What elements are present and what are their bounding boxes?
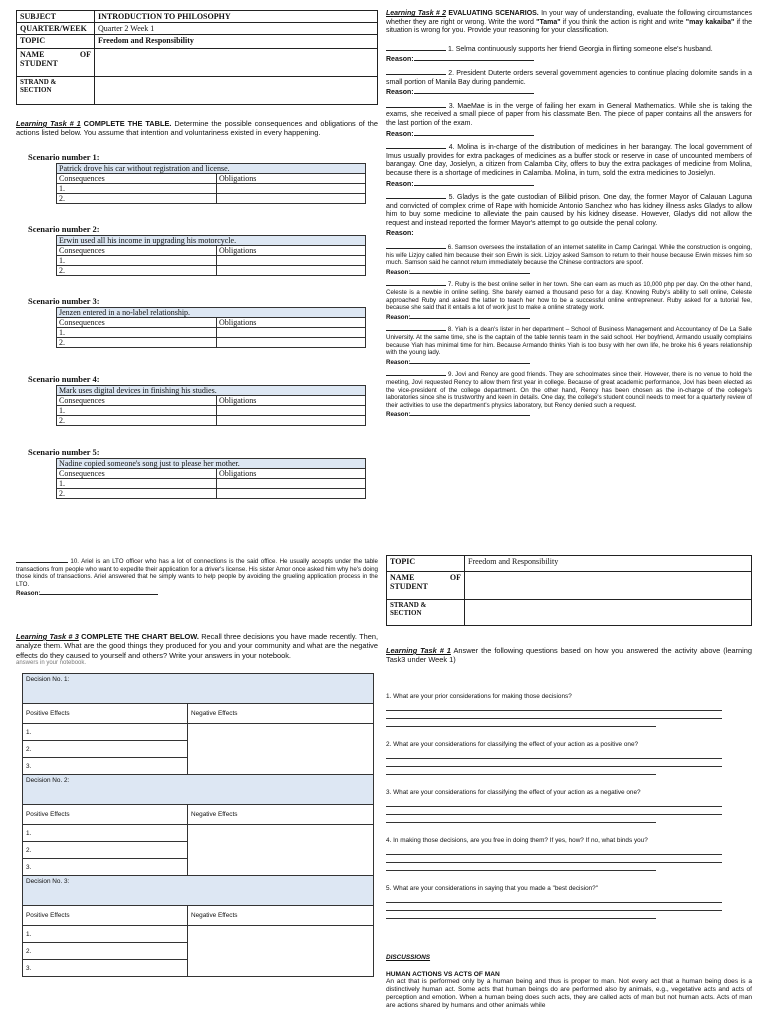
strand-field-2[interactable] [465, 600, 752, 626]
task2-item [386, 101, 752, 139]
answer-line[interactable] [386, 847, 722, 855]
task3-body: Recall three decisions you have made recently. Then, analyze them. What are the good things they produced for you and your community and what are the negative effects do they caused to yourself and others? Write your answers in your notebook. [16, 632, 378, 660]
positive-effect-cell[interactable] [23, 859, 188, 876]
task2-title: Learning Task # 2 [386, 10, 447, 17]
question-text: 2. What are your considerations for classifying the effect of your action as a positive one? [386, 740, 639, 748]
task4-questions [386, 693, 752, 919]
answer-line[interactable] [386, 903, 722, 911]
task2-item [16, 556, 378, 598]
question-block [386, 741, 752, 775]
answer-blank[interactable] [16, 556, 68, 563]
row-number: 2. [26, 745, 32, 753]
negative-effects-header: Negative Effects [188, 906, 374, 926]
task3-title: Learning Task # 3 [16, 632, 79, 641]
answer-blank[interactable] [386, 68, 446, 75]
consequence-cell[interactable] [57, 478, 217, 488]
name-label [17, 49, 95, 77]
obligation-cell[interactable] [217, 415, 366, 425]
header-info-table-2-wrap [386, 555, 752, 626]
consequence-cell[interactable] [57, 337, 217, 347]
name-label-part: NAME [20, 50, 45, 59]
task2-item-text: 6. Samson oversees the installation of an internet satellite in Camp Caringal. While the construction is ongoing, his wife Lizjoy called him because their son Erwin is sick. Lizjoy asked Samson to return to their house because Erwin misses him so much. Samson said he cannot return immediately because the Chinese contractors are spoof. [386, 244, 752, 267]
question-block [386, 693, 752, 727]
task2-item-text: 1. Selma continuously supports her friend Georgia in flirting someone else's husband. [447, 45, 713, 53]
reason-label: Reason: [386, 56, 414, 64]
row-number: 2. [59, 193, 65, 203]
task2-heading: EVALUATING SCENARIOS. [448, 10, 539, 17]
reason-label: Reason: [386, 89, 414, 97]
scenario-label: Scenario number 4: [28, 373, 100, 384]
question-block [386, 789, 752, 823]
scenario-label: Scenario number 3: [28, 295, 100, 306]
row-number: 1. [26, 829, 32, 837]
row-number: 1. [59, 327, 65, 337]
consequences-header: Consequences [57, 245, 217, 255]
positive-effect-cell[interactable] [23, 943, 188, 960]
task1-body: Determine the possible consequences and obligations of the actions listed below. You assume that intention and voluntariness existed in every happening. [16, 119, 379, 138]
decision-label: Decision No. 2: [23, 775, 374, 805]
obligation-cell[interactable] [217, 193, 366, 203]
task2-item-text: 3. MaeMae is in the verge of failing her exam in General Mathematics. While she is taking the exams, she received a small piece of paper from his classmate Ben. The piece of paper contains all the answers for the last portion of the exam. [386, 102, 752, 127]
task2-instructions [386, 10, 752, 36]
scenario-text: Patrick drove his car without registration and license. [57, 163, 366, 173]
scenario-text: Jenzen entered in a no-label relationship. [57, 307, 366, 317]
subject-value: INTRODUCTION TO PHILOSOPHY [95, 11, 378, 23]
strand-label-b: SECTION [20, 86, 52, 94]
answer-line[interactable] [386, 895, 722, 903]
positive-effect-cell[interactable] [23, 926, 188, 943]
row-number: 1. [59, 255, 65, 265]
decisions-chart [22, 673, 374, 977]
task3-section [16, 632, 378, 977]
name-label-student: STUDENT [390, 582, 428, 591]
scenario-table [56, 163, 366, 204]
strand-label-a: STRAND & [390, 601, 427, 609]
scenario-label: Scenario number 5: [28, 446, 100, 457]
reason-label: Reason: [386, 358, 411, 366]
row-number: 2. [59, 488, 65, 498]
task4-title: Learning Task # 1 [386, 646, 451, 655]
answer-line[interactable] [386, 807, 722, 815]
answer-blank[interactable] [386, 242, 446, 249]
obligation-cell[interactable] [217, 255, 366, 265]
negative-effects-header: Negative Effects [188, 805, 374, 825]
answer-line[interactable] [386, 719, 656, 727]
task2-list [386, 44, 752, 419]
negative-effect-cell[interactable] [188, 724, 374, 775]
task2-item [386, 279, 752, 321]
scenario-block [28, 224, 366, 276]
consequences-header: Consequences [57, 173, 217, 183]
name-label-part: NAME [390, 573, 415, 582]
answer-line[interactable] [386, 855, 722, 863]
positive-effect-cell[interactable] [23, 724, 188, 741]
reason-blank[interactable] [414, 179, 534, 186]
row-number: 1. [26, 930, 32, 938]
task2-item-text: 8. Yiah is a dean's lister in her department – School of Business Management and Accountancy of De La Salle University. At the same time, she is the captain of the table tennis team in the said school. Her boyfriend, Armando usually complains because Yiah has minimal time for him. Because Armando thinks Yiah is too busy with her own life, he broke his 6 years relationship with the young lady. [386, 326, 752, 357]
row-number: 2. [59, 265, 65, 275]
consequence-cell[interactable] [57, 193, 217, 203]
obligations-header: Obligations [217, 317, 366, 327]
answer-line[interactable] [386, 799, 722, 807]
consequences-header: Consequences [57, 468, 217, 478]
reason-blank[interactable] [410, 312, 530, 319]
obligations-header: Obligations [217, 395, 366, 405]
topic-label: TOPIC [17, 35, 95, 49]
positive-effects-header: Positive Effects [23, 704, 188, 724]
row-number: 1. [59, 405, 65, 415]
positive-effect-cell[interactable] [23, 842, 188, 859]
scenario-table [56, 458, 366, 499]
task2-item [386, 68, 752, 98]
reason-blank[interactable] [414, 129, 534, 136]
discussions-heading: HUMAN ACTIONS VS ACTS OF MAN [386, 971, 500, 978]
row-number: 2. [59, 415, 65, 425]
task2-tama: "Tama" [536, 18, 561, 26]
name-field-2[interactable] [465, 572, 752, 600]
right-column [386, 10, 752, 422]
quarter-label: QUARTER/WEEK [17, 23, 95, 35]
row-number: 3. [26, 964, 32, 972]
obligations-header: Obligations [217, 245, 366, 255]
strand-label-2 [387, 600, 465, 626]
answer-blank[interactable] [386, 324, 446, 331]
task2-item-text: 5. Gladys is the gate custodian of Bilibid prison. One day, the former Mayor of Calauan Laguna and convicted of complex crime of Rape with homicide Antonio Sanchez who has kidney illness asks Gladys to allow him to buy some medicine to alleviate the pain caused by his kidney disease. However, Gladys did not allow the request and instead reported the former Mayor's attempt to go outside the penal colony. [386, 194, 752, 227]
question-block [386, 837, 752, 871]
scenario-table [56, 235, 366, 276]
consequence-cell[interactable] [57, 415, 217, 425]
answer-line[interactable] [386, 711, 722, 719]
reason-blank[interactable] [414, 87, 534, 94]
positive-effects-header: Positive Effects [23, 906, 188, 926]
topic-value: Freedom and Responsibility [95, 35, 378, 49]
answer-line[interactable] [386, 703, 722, 711]
consequence-cell[interactable] [57, 488, 217, 498]
scenario-block [28, 296, 366, 348]
answer-line[interactable] [386, 863, 656, 871]
left-column [16, 10, 378, 499]
task3-heading: COMPLETE THE CHART BELOW. [81, 632, 199, 641]
task2-item-text: 10. Ariel is an LTO officer who has a lot of connections is the said office. He usually accepts under the table transactions from people who want to expedite their application for a driver's license. His sister Amor once asked him why he's doing those kinds of transactions. Ariel answered that he simply wants to help people by avoiding the grueling application process in the LTO. [16, 558, 378, 588]
obligation-cell[interactable] [217, 337, 366, 347]
answer-line[interactable] [386, 815, 656, 823]
strand-field[interactable] [95, 77, 378, 105]
topic-label-2: TOPIC [387, 556, 465, 572]
obligation-cell[interactable] [217, 265, 366, 275]
scenario-block [28, 374, 366, 426]
header-info-table-2 [386, 555, 752, 626]
task2-body-b: if you think the action is right and write [562, 18, 684, 26]
task2-item [386, 142, 752, 189]
positive-effect-cell[interactable] [23, 960, 188, 977]
task2-item [386, 192, 752, 239]
decision-label: Decision No. 1: [23, 674, 374, 704]
positive-effect-cell[interactable] [23, 741, 188, 758]
answer-line[interactable] [386, 751, 722, 759]
question-text: 4. In making those decisions, are you free in doing them? If yes, how? If no, what binds you? [386, 836, 648, 844]
negative-effects-header: Negative Effects [188, 704, 374, 724]
consequences-header: Consequences [57, 395, 217, 405]
row-number: 2. [59, 337, 65, 347]
strand-label [17, 77, 95, 105]
reason-blank[interactable] [410, 267, 530, 274]
answer-blank[interactable] [386, 44, 446, 51]
row-number: 3. [26, 762, 32, 770]
reason-label: Reason: [386, 411, 411, 419]
scenario-text: Mark uses digital devices in finishing his studies. [57, 385, 366, 395]
negative-effect-cell[interactable] [188, 926, 374, 977]
scenario-table [56, 385, 366, 426]
question-block [386, 885, 752, 919]
obligation-cell[interactable] [217, 183, 366, 193]
consequence-cell[interactable] [57, 183, 217, 193]
scenario-block [28, 152, 366, 204]
reason-blank[interactable] [410, 357, 530, 364]
obligation-cell[interactable] [217, 405, 366, 415]
task1-instructions [16, 119, 378, 138]
task2-body-c: if the situation is wrong for you. Provide your reasoning for your classification. [386, 18, 752, 35]
answer-line[interactable] [386, 911, 656, 919]
row-number: 1. [59, 478, 65, 488]
quarter-value: Quarter 2 Week 1 [95, 23, 378, 35]
positive-effect-cell[interactable] [23, 825, 188, 842]
task1-heading: COMPLETE THE TABLE. [83, 119, 172, 128]
name-label-of: OF [79, 50, 91, 59]
task4-instructions [386, 646, 752, 665]
scenario-table [56, 307, 366, 348]
question-text: 5. What are your considerations in saying that you made a "best decision?" [386, 884, 598, 892]
task2-item-10-block [16, 556, 378, 601]
name-label-student: STUDENT [20, 59, 58, 68]
task2-body-a: In your way of understanding, evaluate the following circumstances whether they are right or wrong. Write the word [386, 10, 752, 26]
reason-blank[interactable] [410, 409, 530, 416]
name-label-2 [387, 572, 465, 600]
reason-label: Reason: [386, 313, 411, 321]
consequence-cell[interactable] [57, 265, 217, 275]
reason-label: Reason: [386, 130, 414, 138]
obligation-cell[interactable] [217, 488, 366, 498]
reason-label: Reason: [386, 268, 411, 276]
row-number: 2. [26, 846, 32, 854]
task3-ghost-text: answers in your notebook. [16, 660, 87, 667]
reason-label: Reason: [386, 180, 414, 188]
row-number: 3. [26, 863, 32, 871]
subject-label: SUBJECT [17, 11, 95, 23]
task2-item [386, 242, 752, 276]
reason-blank[interactable] [414, 54, 534, 61]
task4-section [386, 646, 752, 933]
task2-item [386, 44, 752, 65]
positive-effect-cell[interactable] [23, 758, 188, 775]
question-text: 3. What are your considerations for classifying the effect of your action as a negative one? [386, 788, 641, 796]
scenario-label: Scenario number 2: [28, 223, 100, 234]
task2-item-text: 4. Molina is in-charge of the distribution of medicines in her barangay. The local government of Imus usually provides for extra packages of medicines as a buffer stock or reserve in case of uncounted members of barangay. One day, Josielyn, a citizen from Calamba City, offers to buy the extra packages of medicine from Molina, because there is a shortage of medicines in Calamba. Molina, in turn, sold the extra medicines to Josielyn. [386, 144, 752, 177]
answer-blank[interactable] [386, 142, 446, 149]
answer-line[interactable] [386, 759, 722, 767]
obligations-header: Obligations [217, 468, 366, 478]
scenario-block [28, 447, 366, 499]
question-text: 1. What are your prior considerations for making those decisions? [386, 692, 572, 700]
decision-label: Decision No. 3: [23, 876, 374, 906]
reason-label: Reason: [386, 230, 414, 238]
row-number: 1. [26, 728, 32, 736]
positive-effects-header: Positive Effects [23, 805, 188, 825]
consequences-header: Consequences [57, 317, 217, 327]
scenario-label: Scenario number 1: [28, 151, 100, 162]
reason-label: Reason: [16, 590, 41, 598]
scenario-text: Erwin used all his income in upgrading his motorcycle. [57, 235, 366, 245]
task2-item-text: 7. Ruby is the best online seller in her town. She can earn as much as 10,000 php per day. On the other hand, Celeste is a newbie in online selling. She barely earned a thousand peso for a day. Knowing Ruby's ability to sell online, Celeste approached Ruby and asked the latter to teach her how to be a successful online entrepreneur. Ruby asked for a tutorial fee, because she said that it entails a lot of work just to make a online strategy work. [386, 281, 752, 312]
task2-mali: "may kakaiba" [685, 18, 735, 26]
discussions-body: An act that is performed only by a human being and thus is proper to man. Not every act that a human being does is a distinctively human act. Some acts that human beings do are performed also by animals, e.g., vegetative acts and acts of perception and emotion. When a human being does such acts, they are called acts of man but not human acts. Acts of man are actions shared by humans and other animals while [386, 978, 752, 1009]
strand-label-a: STRAND & [20, 78, 57, 86]
row-number: 2. [26, 947, 32, 955]
reason-blank[interactable] [40, 588, 158, 595]
negative-effect-cell[interactable] [188, 825, 374, 876]
answer-blank[interactable] [386, 369, 446, 376]
discussions-label: DISCUSSIONS [386, 954, 431, 961]
obligation-cell[interactable] [217, 478, 366, 488]
discussions-section [386, 954, 752, 1010]
task2-item [386, 369, 752, 419]
strand-label-b: SECTION [390, 609, 422, 617]
answer-blank[interactable] [386, 101, 446, 108]
task2-item-text: 2. President Duterte orders several government agencies to continue placing dolomite sands in a small portion of Manila Bay during pandemic. [386, 69, 752, 86]
consequence-cell[interactable] [57, 255, 217, 265]
row-number: 1. [59, 183, 65, 193]
consequence-cell[interactable] [57, 327, 217, 337]
task2-item-text: 9. Jovi and Rency are good friends. They are schoolmates since their. However, there is no venue to hold the meeting, Jovi requested Rency to allow them first year in college. Because of great academic performance, Jovi has been elected as the vice-president of the college department. On the other hand, Rency has been chosen as the in-charge of the college's laboratories since she is trustworthy and keen in details. One day, the college's student council needs to meet for a quarterly review of their activities to use the department's physics laboratory, but Rency denied such a request. [386, 371, 752, 409]
header-info-table [16, 10, 378, 105]
task3-instructions [16, 632, 378, 660]
task2-item [386, 324, 752, 366]
name-label-of: OF [449, 573, 461, 582]
name-field[interactable] [95, 49, 378, 77]
task1-title: Learning Task # 1 [16, 119, 81, 128]
scenario-list [16, 152, 378, 499]
obligations-header: Obligations [217, 173, 366, 183]
scenario-text: Nadine copied someone's song just to please her mother. [57, 458, 366, 468]
consequence-cell[interactable] [57, 405, 217, 415]
obligation-cell[interactable] [217, 327, 366, 337]
answer-blank[interactable] [386, 192, 446, 199]
topic-value-2: Freedom and Responsibility [465, 556, 752, 572]
answer-blank[interactable] [386, 279, 446, 286]
task4-body: Answer the following questions based on how you answered the activity above (learning Task3 under Week 1) [386, 646, 752, 665]
answer-line[interactable] [386, 767, 656, 775]
